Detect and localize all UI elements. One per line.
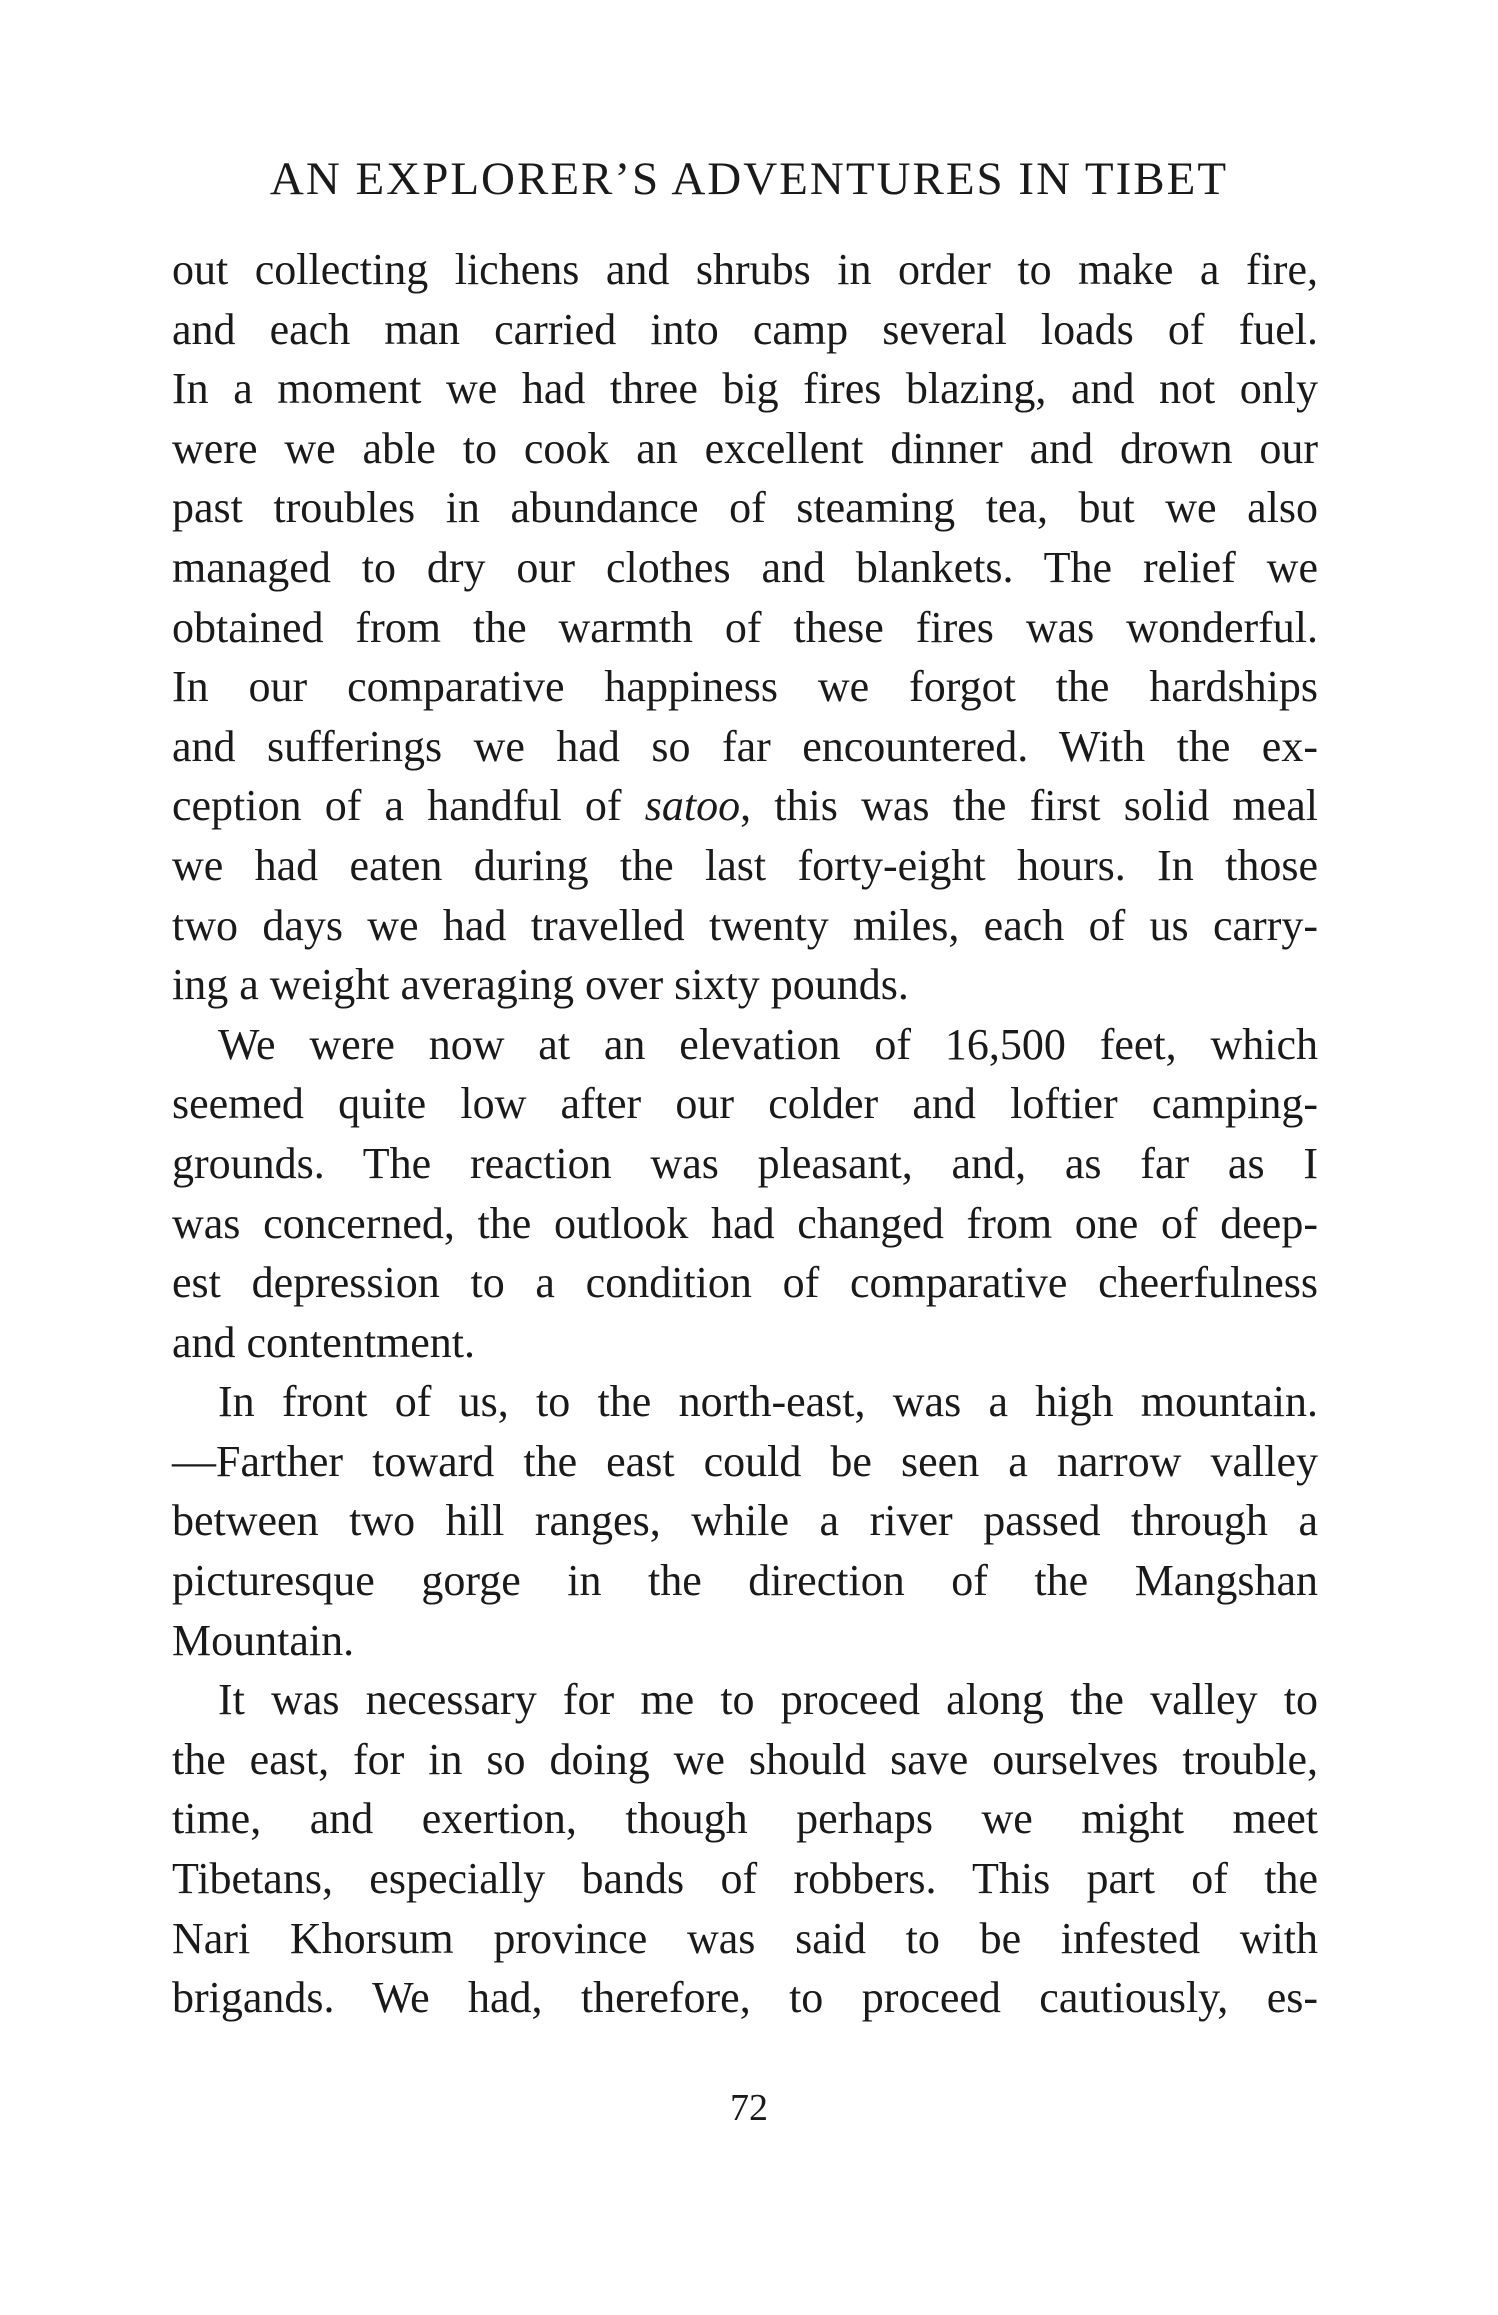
line-text: brigands. We had, therefore, to proceed cautiously, es- [172,1973,1318,2023]
line-text: In a moment we had three big fires blazing, and not only [172,364,1318,414]
line-text: and sufferings we had so far encountered. With the ex- [172,721,1318,771]
line-text: , this was the first solid meal [740,781,1319,831]
line-text: two days we had travelled twenty miles, each of us carry- [172,900,1318,950]
running-title: AN EXPLORER’S ADVENTURES IN TIBET [269,153,1229,205]
line-text: managed to dry our clothes and blankets. The relief we [172,542,1318,592]
line-text: Tibetans, especially bands of robbers. This part of the [172,1854,1318,1904]
text-line [172,1015,1318,1075]
line-text: was concerned, the outlook had changed from one of deep- [172,1198,1318,1248]
text-line [172,538,1318,598]
text-line [172,1968,1318,2028]
line-text: the east, for in so doing we should save ourselves trouble, [172,1734,1318,1784]
line-text: time, and exertion, though perhaps we might meet [172,1794,1318,1844]
page-number: 72 [730,2087,768,2129]
text-line [172,1313,1318,1373]
line-text: We were now at an elevation of 16,500 feet, which [218,1019,1318,1069]
text-line [172,1253,1318,1313]
text-line [172,300,1318,360]
body-text [172,240,1318,2028]
text-line [172,1074,1318,1134]
text-line [172,1491,1318,1551]
line-text: ing a weight averaging over sixty pounds. [172,960,909,1010]
text-line [172,836,1318,896]
line-text: seemed quite low after our colder and loftier camping- [172,1079,1318,1129]
line-text: Mountain. [172,1615,355,1665]
text-line [172,359,1318,419]
line-text: and each man carried into camp several loads of fuel. [172,304,1318,354]
text-line [172,1789,1318,1849]
text-line [172,419,1318,479]
italic-term: satoo [644,781,741,831]
text-line [172,1730,1318,1790]
line-text: we had eaten during the last forty-eight hours. In those [172,840,1318,890]
text-line [172,1849,1318,1909]
text-line [172,1372,1318,1432]
line-text: Nari Khorsum province was said to be infested with [172,1913,1318,1963]
text-line [172,896,1318,956]
text-line [172,657,1318,717]
text-line [172,478,1318,538]
line-text: It was necessary for me to proceed along the valley to [218,1675,1318,1725]
text-line [172,1432,1318,1492]
line-text: past troubles in abundance of steaming tea, but we also [172,483,1318,533]
line-text: est depression to a condition of comparative cheerfulness [172,1258,1318,1308]
text-line [172,1551,1318,1611]
text-line [172,1670,1318,1730]
text-line [172,240,1318,300]
line-text: obtained from the warmth of these fires was wonderful. [172,602,1318,652]
line-text: ception of a handful of [172,781,645,831]
text-line [172,598,1318,658]
text-line [172,1194,1318,1254]
line-text: out collecting lichens and shrubs in order to make a fire, [172,245,1318,294]
text-line [172,776,1318,836]
text-line [172,955,1318,1015]
line-text: grounds. The reaction was pleasant, and, as far as I [172,1138,1318,1188]
line-text: In our comparative happiness we forgot the hardships [172,662,1318,712]
line-text: and contentment. [172,1317,476,1367]
line-text: In front of us, to the north-east, was a high mountain. [218,1377,1318,1427]
line-text: picturesque gorge in the direction of the Mangshan [172,1556,1318,1606]
text-line [172,1611,1318,1671]
text-line [172,717,1318,777]
line-text: —Farther toward the east could be seen a narrow valley [172,1436,1318,1486]
text-line [172,1134,1318,1194]
text-line [172,1909,1318,1969]
line-text: were we able to cook an excellent dinner and drown our [172,423,1318,473]
line-text: between two hill ranges, while a river passed through a [172,1496,1318,1546]
